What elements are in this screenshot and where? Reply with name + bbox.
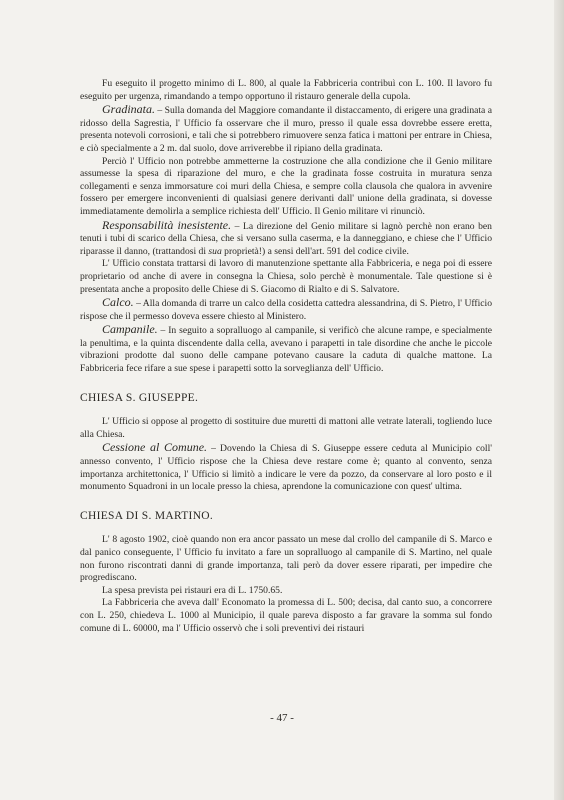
paragraph: L' Ufficio constata trattarsi di lavoro di manutenzione spettante alla Fabbriceria, e nega poi di essere proprietario od anche di avere in consegna la Chiesa, solo perchè è monumentale. Tale questione si è presentata anche a proposito delle Chiese di S. Giacomo di Rialto e di S. Salvatore.	[80, 258, 492, 295]
subheading: Cessione al Comune.	[102, 440, 208, 455]
paragraph-calco	[80, 296, 492, 323]
text-run: Il lavoro fu eseguito per urgenza, rimandando a tempo opportuno il ristauro generale della cupola.	[80, 78, 492, 102]
paragraph-campanile	[80, 323, 492, 375]
paragraph: La Fabbriceria che aveva dall' Economato la promessa di L. 500; decisa, dal canto suo, a concorrere con L. 250, chiedeva L. 1000 al Municipio, il quale pareva disposto a far gravare la somma sul fondo comune di L. 60000, ma l' Ufficio osservò che i soli preventivi dei ristauri	[80, 597, 492, 634]
paragraph	[80, 78, 492, 103]
page-number: - 47 -	[270, 712, 294, 724]
text-run: proprietà!) a sensi dell'art. 591 del codice civile.	[221, 245, 409, 257]
paragraph-cessione	[80, 441, 492, 493]
section-heading-giuseppe: CHIESA S. GIUSEPPE.	[80, 391, 199, 404]
paragraph: L' Ufficio si oppose al progetto di sostituire due muretti di mattoni alle vetrate laterali, togliendo luce alla Chiesa.	[80, 416, 492, 440]
subheading: Gradinata.	[102, 102, 156, 117]
text-run: – In seguito a sopralluogo al campanile, si verificò che alcune rampe, e specialmente la penultima, e la quinta discendente dalla cella, avevano i parapetti in tale disordine che anche le piccole vibrazioni prodotte dal suono delle campane potevano causare la caduta di qualche mattone. La Fabbriceria fece rifare a sue spese i parapetti sotto la sorveglianza dell' Ufficio.	[80, 325, 492, 375]
text-run: Fu eseguito il progetto minimo di L. 800, al quale la Fabbriceria contribuì con L. 100.	[102, 78, 444, 89]
text-body	[80, 78, 492, 635]
italic-word: sua	[208, 245, 222, 257]
paragraph: La spesa prevista pei ristauri era di L. 1750.65.	[102, 584, 283, 596]
subheading: Campanile.	[102, 322, 158, 337]
text-run: – Alla domanda di trarre un calco della cosidetta cattedra alessandrina, di S. Pietro, l' Ufficio rispose che il permesso doveva essere chiesto al Ministero.	[80, 298, 492, 322]
paragraph: L' 8 agosto 1902, cioè quando non era ancor passato un mese dal crollo del campanile di S. Marco e dal panico conseguente, l' Ufficio fu invitato a fare un sopralluogo al campanile di S. Martino, nel quale non furono riscontrati danni di grande importanza, tali però da dover essere riparati, per impedire che progrediscano.	[80, 534, 492, 584]
text-run: – Sulla domanda del Maggiore comandante il distaccamento, di erigere una gradinata a ridosso della Sagrestia, l' Ufficio fa osservare che il muro, presso il quale essa dovrebbe essere eretta, presenta notevoli corrosioni, e tali che si potrebbero rimuovere senza fatica i mattoni per entrare in Chiesa, e ciò specialmente a 2 m. dal suolo, dove arriverebbe il ripiano della gradinata.	[80, 105, 492, 154]
page-spine-shadow	[554, 0, 564, 800]
paragraph-responsabilita	[80, 219, 492, 259]
subheading: Responsabilità inesistente.	[102, 217, 232, 232]
paragraph-gradinata	[80, 103, 492, 155]
subheading: Calco.	[102, 295, 134, 310]
paragraph: Perciò l' Ufficio non potrebbe ammetterne la costruzione che alla condizione che il Genio militare assumesse la spesa di riparazione del muro, e che la gradinata fosse costruita in muratura senza collegamenti e senza immorsature coi muri della Chiesa, e sempre colla clausola che qualora in avvenire fossero per emergere inconvenienti di qualsiasi genere derivanti dall' unione della gradinata, si dovesse immediatamente demolirla a semplice richiesta dell' Ufficio. Il Genio militare vi rinunciò.	[80, 155, 492, 217]
section-heading-martino: CHIESA DI S. MARTINO.	[80, 509, 214, 522]
text-run: – La direzione del Genio militare si lagnò perchè non erano ben tenuti i tubi di scarico della Chiesa, che si versano sulla caserma, e la danneggiano, e chiese che l' Ufficio riparasse il danno, (trattandosi di	[80, 220, 492, 257]
text-run: – Dovendo la Chiesa di S. Giuseppe essere ceduta al Municipio coll' annesso convento, l' Ufficio rispose che la Chiesa deve restare come è; quanto al convento, senza importanza architettonica, l' Ufficio si limitò a indicare le vere da pozzo, da conservare al loro posto e il monumento Squadroni in un locale presso la chiesa, aprendone la comunicazione con quest' ultima.	[80, 443, 492, 493]
